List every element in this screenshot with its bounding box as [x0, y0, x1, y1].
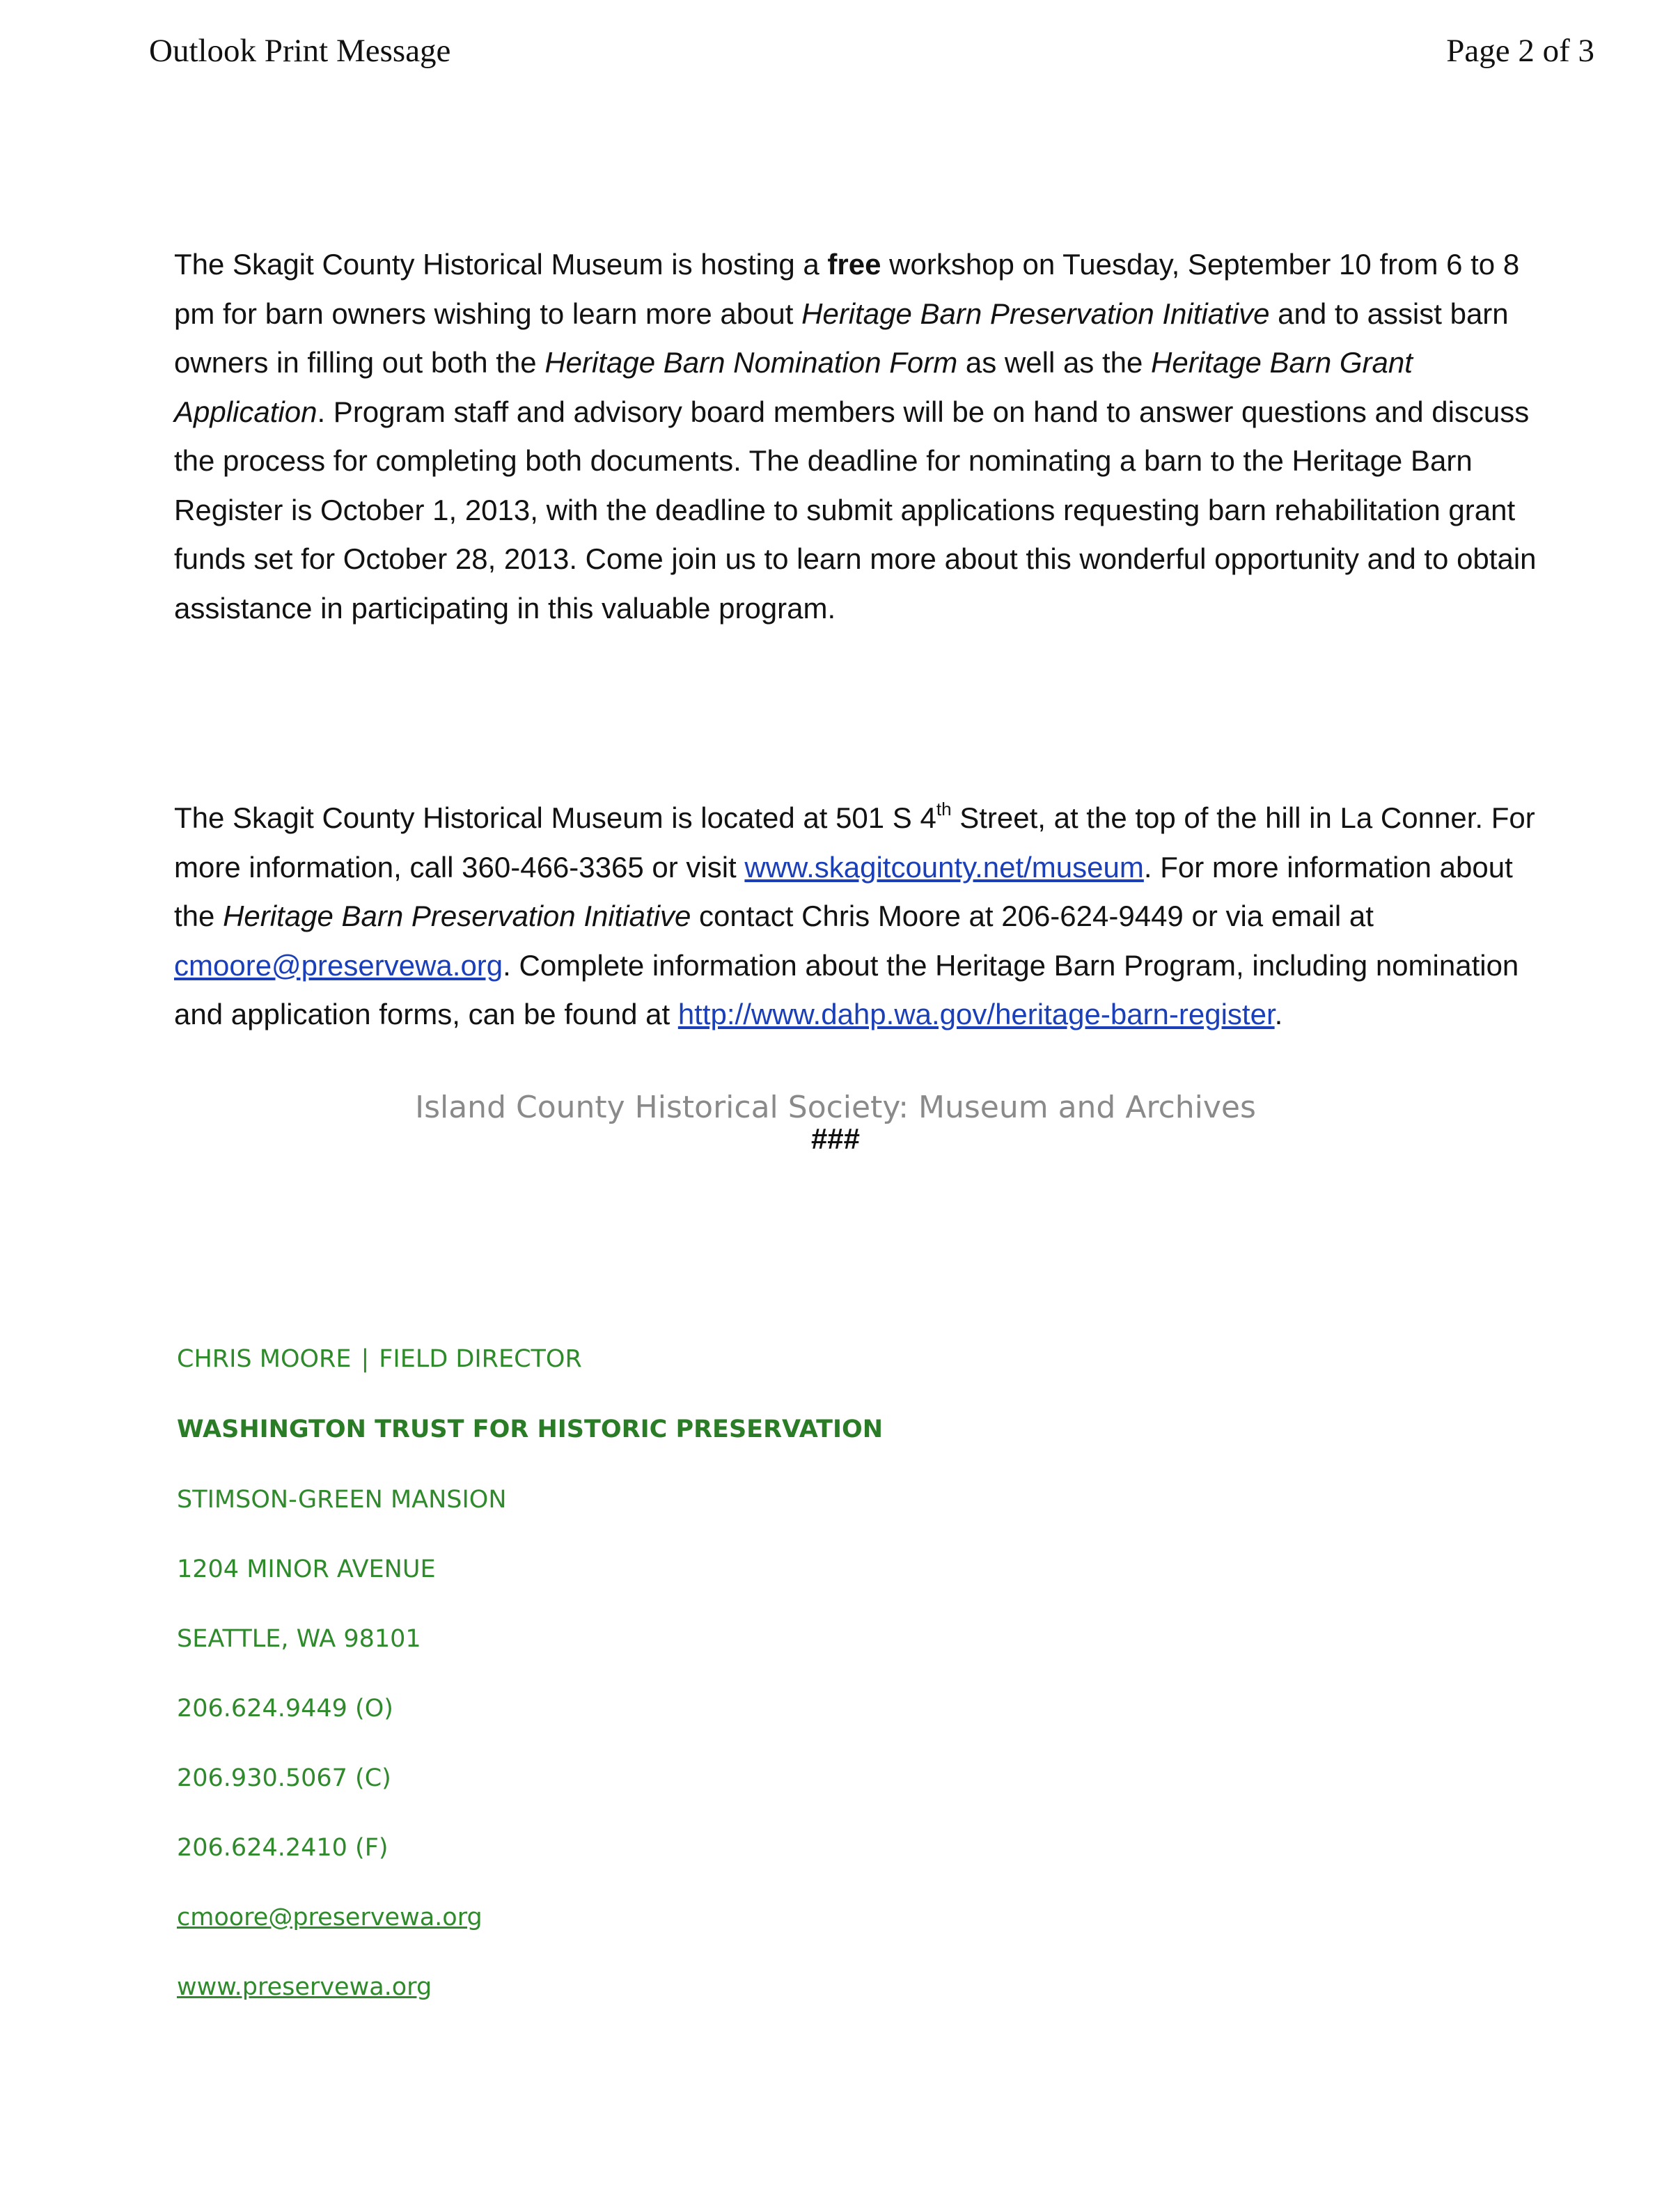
text-run: . Program staff and advisory board members will be on hand to answer questions and discuss the process for completing both documents. The deadline for nominating a barn to the Heritage Barn Register is October 1, 2013, with the deadline to submit applications requesting barn rehabilitation grant funds set for October 28, 2013. Come join us to learn more about this wonderful opportunity and to obtain assistance in participating in this valuable program.	[174, 395, 1537, 625]
text-run: .	[1274, 998, 1283, 1030]
signature-organization: WASHINGTON TRUST FOR HISTORIC PRESERVATION	[177, 1415, 884, 1443]
workshop-paragraph	[174, 240, 1560, 633]
signature-separator: |	[361, 1345, 370, 1373]
signature-website-link[interactable]: www.preservewa.org	[177, 1973, 432, 2001]
signature-street: 1204 MINOR AVENUE	[177, 1555, 436, 1583]
museum-website-link[interactable]: www.skagitcounty.net/museum	[744, 850, 1144, 884]
signature-phone-cell: 206.930.5067 (C)	[177, 1764, 391, 1792]
signature-name: CHRIS MOORE	[177, 1345, 352, 1373]
signature-title: FIELD DIRECTOR	[379, 1345, 582, 1373]
page-number: Page 2 of 3	[1446, 33, 1594, 69]
free-emphasis: free	[827, 248, 881, 281]
signature-phone-office: 206.624.9449 (O)	[177, 1695, 393, 1723]
text-run: . Complete information about the Heritage Barn Program, including nomination and application forms, can be found at	[174, 948, 1519, 1030]
text-run: and to assist barn owners in filling out both the	[174, 297, 1509, 379]
text-run: workshop on Tuesday, September 10 from 6 to 8 pm for barn owners wishing to learn more about	[174, 248, 1520, 330]
archive-watermark: Island County Historical Society: Museum and Archives	[415, 1090, 1256, 1125]
initiative-title: Heritage Barn Preservation Initiative	[223, 900, 691, 932]
location-paragraph	[174, 794, 1560, 1040]
signature-email-link[interactable]: cmoore@preservewa.org	[177, 1904, 483, 1931]
end-mark: ###	[810, 1122, 861, 1155]
contact-email-link[interactable]: cmoore@preservewa.org	[174, 948, 503, 982]
grant-application-title: Heritage Barn Grant Application	[174, 346, 1413, 428]
signature-name-line	[177, 1345, 582, 1373]
text-run: Street, at the top of the hill in La Conner. For more information, call 360-466-3365 or visit	[174, 801, 1535, 884]
signature-email-row	[177, 1904, 483, 1931]
text-run: . For more information about the	[174, 850, 1513, 932]
print-header-title: Outlook Print Message	[149, 33, 451, 69]
signature-building: STIMSON-GREEN MANSION	[177, 1486, 507, 1514]
initiative-title: Heritage Barn Preservation Initiative	[801, 297, 1270, 330]
text-run: as well as the	[957, 346, 1152, 379]
barn-register-link[interactable]: http://www.dahp.wa.gov/heritage-barn-register	[677, 998, 1275, 1030]
nomination-form-title: Heritage Barn Nomination Form	[544, 346, 958, 379]
text-run: contact Chris Moore at 206-624-9449 or via email at	[691, 900, 1374, 932]
signature-phone-fax: 206.624.2410 (F)	[177, 1834, 389, 1862]
ordinal-suffix: th	[936, 799, 952, 819]
text-run: The Skagit County Historical Museum is hosting a	[174, 248, 828, 281]
text-run: The Skagit County Historical Museum is located at 501 S 4	[174, 801, 936, 834]
signature-city: SEATTLE, WA 98101	[177, 1625, 421, 1653]
signature-website-row	[177, 1973, 432, 2001]
